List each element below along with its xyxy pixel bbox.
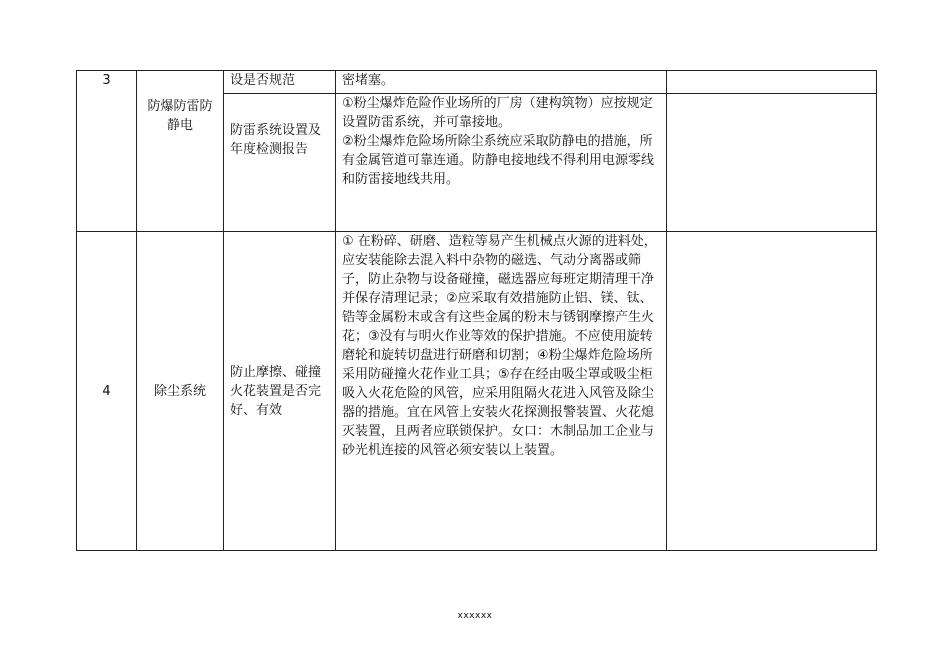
table-row [77, 71, 877, 94]
item-cell: 设是否规范 [224, 71, 336, 94]
requirement-cell: ① 在粉碎、研磨、造粒等易产生机械点火源的进料处，应安装能除去混入料中杂物的磁选、气动分离器或筛子，防止杂物与设备碰撞，磁选器应每班定期清理干净并保存清理记录；②应采取有效措施防止铝、镁、钛、锆等金属粉末或含有这些金属的粉末与锈钢摩擦产生火花；③没有与明火作业等效的保护措施。不应使用旋转磨轮和旋转切盘进行研磨和切割；④粉尘爆炸危险场所采用防碰撞火花作业工具；⑤存在经由吸尘罩或吸尘柜吸入火花危险的风管，应采用阻隔火花进入风管及除尘器的措施。宜在风管上安装火花探测报警装置、火花熄灭装置，且两者应联锁保护。女口：木制品加工企业与砂光机连接的风管必须安装以上装置。 [336, 232, 667, 551]
result-cell [667, 232, 877, 551]
row-number: 3 [77, 71, 137, 232]
inspection-table [76, 70, 877, 551]
row-number: 4 [77, 232, 137, 551]
category-cell: 防爆防雷防静电 [137, 71, 224, 232]
category-cell: 除尘系统 [137, 232, 224, 551]
result-cell [667, 94, 877, 232]
item-cell: 防雷系统设置及年度检测报告 [224, 94, 336, 232]
requirement-cell: ①粉尘爆炸危险作业场所的厂房（建构筑物）应按规定设置防雷系统，并可靠接地。 ②粉尘爆炸危险场所除尘系统应采取防静电的措施，所有金属管道可靠连通。防静电接地线不得利用电源零线和防雷接地线共用。 [336, 94, 667, 232]
page-footer: xxxxxx [457, 611, 493, 621]
table-row [77, 232, 877, 551]
result-cell [667, 71, 877, 94]
requirement-cell: 密堵塞。 [336, 71, 667, 94]
item-cell: 防止摩擦、碰撞火花装置是否完好、有效 [224, 232, 336, 551]
